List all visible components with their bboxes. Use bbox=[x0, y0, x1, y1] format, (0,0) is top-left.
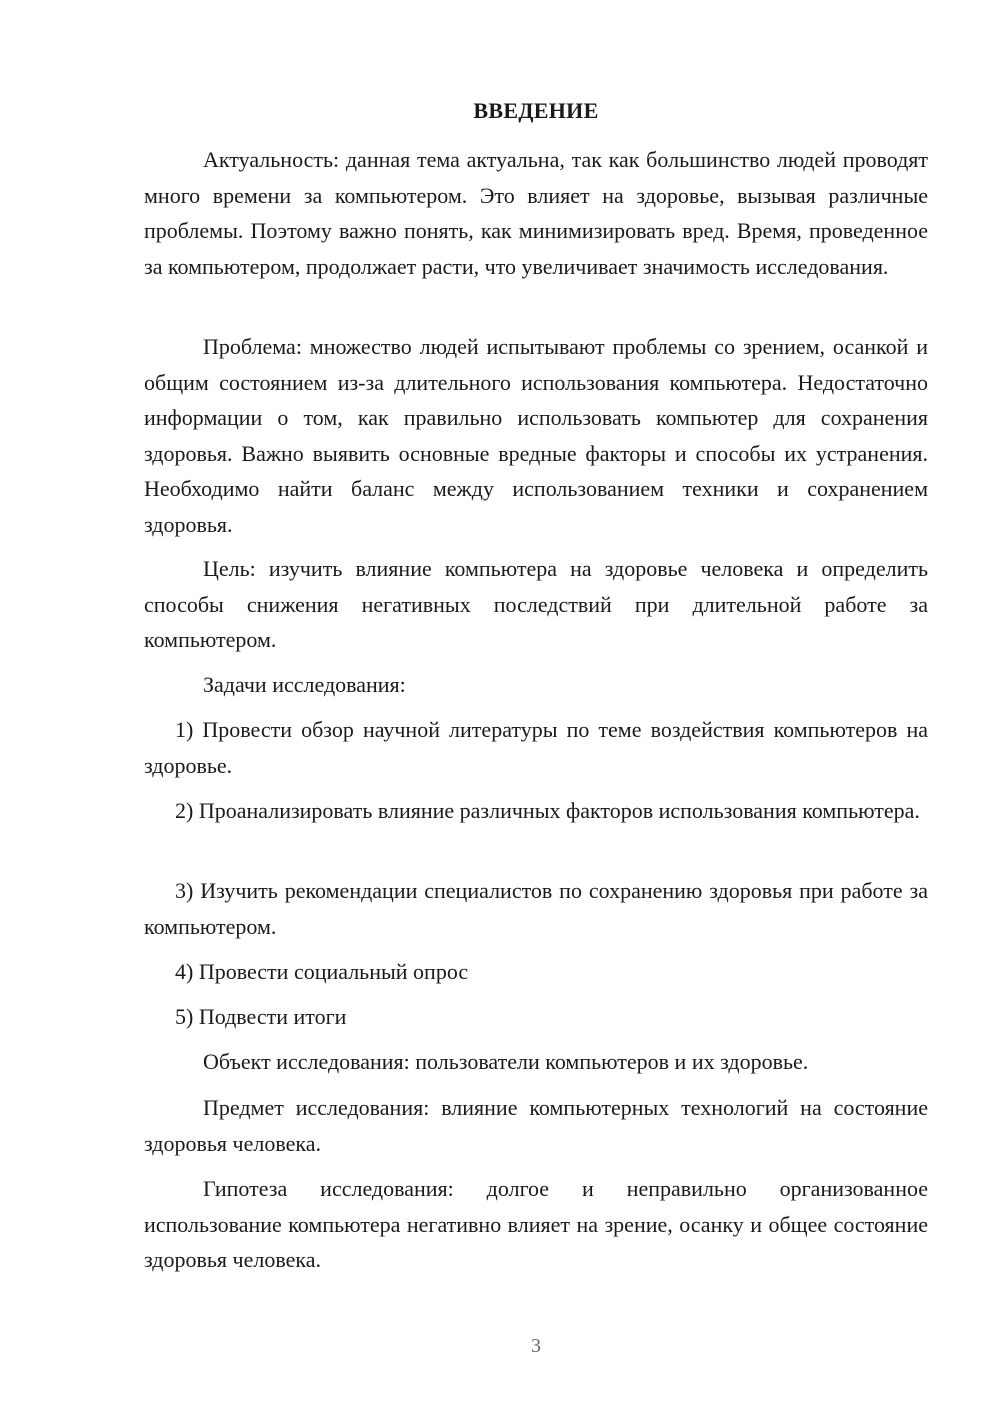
object-paragraph: Объект исследования: пользователи компьютеров и их здоровье. bbox=[203, 1049, 809, 1074]
tasks-heading: Задачи исследования: bbox=[203, 672, 406, 697]
hypothesis-paragraph: Гипотеза исследования: долгое и неправильно организованное использование компьютера негативно влияет на зрение, осанку и общее состояние здоровья человека. bbox=[144, 1176, 928, 1272]
document-page bbox=[144, 0, 928, 1414]
task-item-5: 5) Подвести итоги bbox=[175, 1004, 347, 1029]
relevance-paragraph: Актуальность: данная тема актуальна, так как большинство людей проводят много времени за компьютером. Это влияет на здоровье, вызывая различные проблемы. Поэтому важно понять, как минимизировать вред. Время, проведенное за компьютером, продолжает расти, что увеличивает значимость исследования. bbox=[144, 147, 928, 279]
problem-paragraph: Проблема: множество людей испытывают проблемы со зрением, осанкой и общим состоянием из-за длительного использования компьютера. Недостаточно информации о том, как правильно использовать компьютер для сохранения здоровья. Важно выявить основные вредные факторы и способы их устранения. Необходимо найти баланс между использованием техники и сохранением здоровья. bbox=[144, 334, 928, 537]
subject-paragraph: Предмет исследования: влияние компьютерных технологий на состояние здоровья человека. bbox=[144, 1095, 928, 1156]
task-item-2: 2) Проанализировать влияние различных факторов использования компьютера. bbox=[175, 798, 920, 823]
task-item-4: 4) Провести социальный опрос bbox=[175, 959, 469, 984]
task-item-3: 3) Изучить рекомендации специалистов по сохранению здоровья при работе за компьютером. bbox=[144, 878, 928, 939]
section-title: ВВЕДЕНИЕ bbox=[473, 98, 599, 123]
page-number: 3 bbox=[531, 1335, 541, 1357]
task-item-1: 1) Провести обзор научной литературы по теме воздействия компьютеров на здоровье. bbox=[144, 717, 928, 778]
goal-paragraph: Цель: изучить влияние компьютера на здоровье человека и определить способы снижения негативных последствий при длительной работе за компьютером. bbox=[144, 556, 928, 652]
